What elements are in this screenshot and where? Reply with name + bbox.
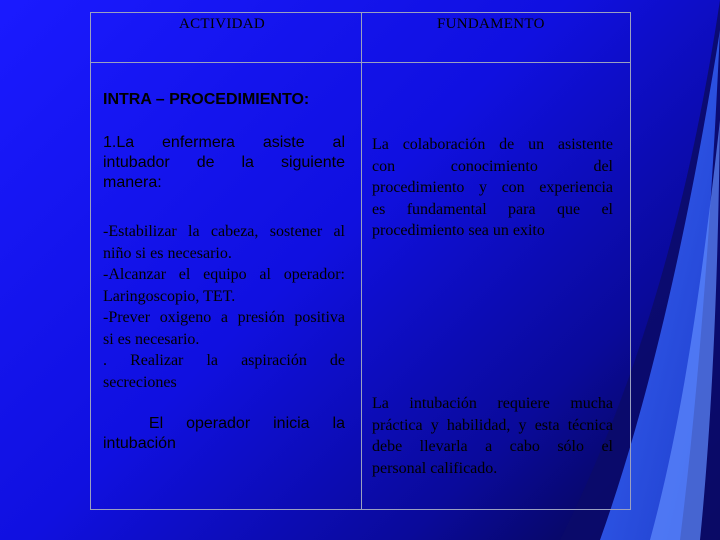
text-line: Laringoscopio, TET. <box>103 287 236 305</box>
activity-table <box>90 12 631 510</box>
text-line: secreciones <box>103 373 177 391</box>
text-line: con conocimiento del <box>372 157 613 175</box>
activity-step-1 <box>103 133 345 193</box>
text-line: procedimiento y con experiencia <box>372 179 613 196</box>
text-line: -Prever oxigeno a presión positiva <box>103 309 345 326</box>
text-line: procedimiento sea un exito <box>372 222 545 239</box>
text-line: es fundamental para que el <box>372 200 613 218</box>
text-line: intubación <box>103 435 176 452</box>
text-line: práctica y habilidad, y esta técnica <box>372 416 613 434</box>
text-line: debe llevarla a cabo sólo el <box>372 438 613 455</box>
section-title: INTRA – PROCEDIMIENTO: <box>103 91 310 108</box>
text-line: -Alcanzar el equipo al operador: <box>103 266 345 283</box>
text-line: La intubación requiere mucha <box>372 395 613 412</box>
text-line: . Realizar la aspiración de <box>103 352 345 369</box>
text-line: personal calificado. <box>372 459 498 477</box>
column-divider <box>361 13 362 509</box>
header-activity: ACTIVIDAD <box>179 16 266 32</box>
text-line: 1.La enfermera asiste al <box>103 134 345 151</box>
basis-1 <box>372 134 613 242</box>
text-line: si es necesario. <box>103 330 200 348</box>
text-line: intubador de la siguiente <box>103 154 345 171</box>
activity-step-3 <box>103 414 345 454</box>
text-line: La colaboración de un asistente <box>372 136 613 153</box>
text-line: -Estabilizar la cabeza, sostener al <box>103 223 345 240</box>
activity-step-2 <box>103 221 345 393</box>
basis-2 <box>372 393 613 479</box>
header-basis: FUNDAMENTO <box>437 16 545 32</box>
text-line: manera: <box>103 174 162 191</box>
text-line: El operador inicia la <box>103 415 345 432</box>
text-line: niño si es necesario. <box>103 244 232 262</box>
